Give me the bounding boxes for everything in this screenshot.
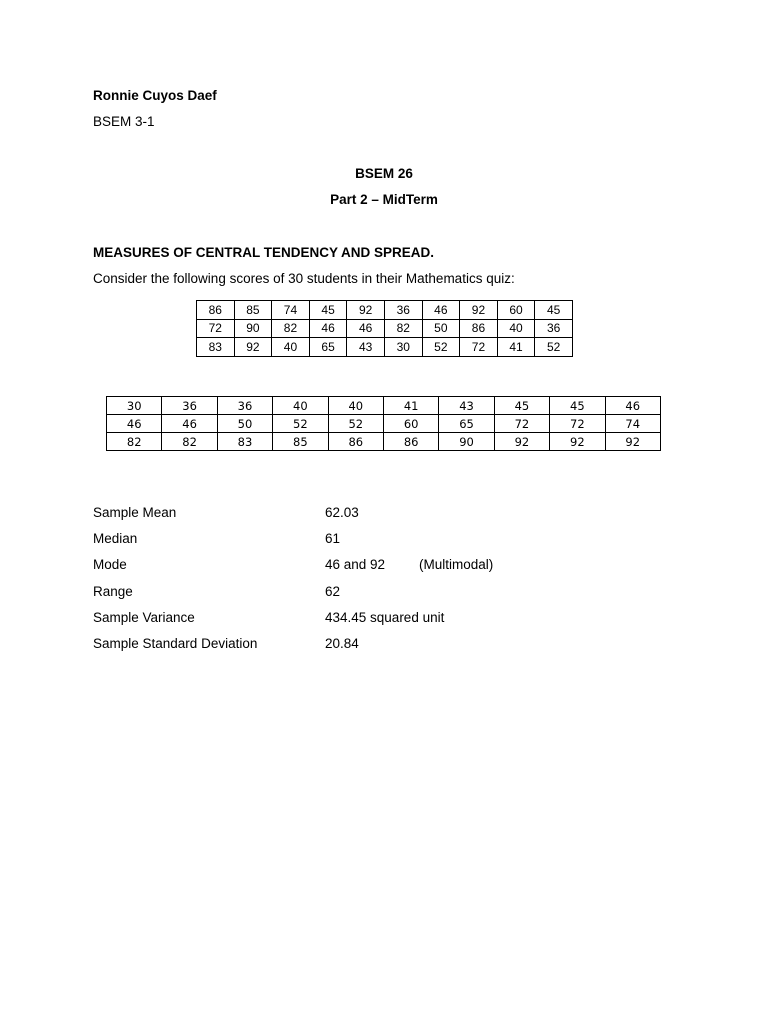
student-section: BSEM 3-1 bbox=[93, 114, 155, 129]
stat-value-std-dev: 20.84 bbox=[325, 636, 359, 651]
raw-score-cell: 45 bbox=[309, 301, 347, 320]
raw-score-cell: 46 bbox=[422, 301, 460, 320]
sorted-score-row bbox=[107, 433, 661, 451]
raw-score-cell: 86 bbox=[197, 301, 235, 320]
raw-score-row bbox=[197, 319, 573, 338]
sorted-score-cell: 60 bbox=[383, 415, 438, 433]
student-name: Ronnie Cuyos Daef bbox=[93, 88, 217, 103]
sorted-score-cell: 45 bbox=[550, 397, 605, 415]
stat-value-median: 61 bbox=[325, 531, 341, 546]
raw-score-cell: 92 bbox=[460, 301, 498, 320]
sorted-score-cell: 83 bbox=[217, 433, 272, 451]
raw-score-cell: 85 bbox=[234, 301, 272, 320]
stat-value-variance: 434.45 squared unit bbox=[325, 610, 445, 625]
raw-score-cell: 82 bbox=[272, 319, 310, 338]
stat-note-mode: (Multimodal) bbox=[419, 557, 494, 572]
sorted-score-cell: 86 bbox=[328, 433, 383, 451]
raw-score-cell: 83 bbox=[197, 338, 235, 357]
raw-score-cell: 40 bbox=[272, 338, 310, 357]
section-heading: MEASURES OF CENTRAL TENDENCY AND SPREAD. bbox=[93, 245, 435, 260]
sorted-score-cell: 46 bbox=[162, 415, 217, 433]
raw-score-cell: 46 bbox=[347, 319, 385, 338]
sorted-score-cell: 82 bbox=[107, 433, 162, 451]
sorted-score-cell: 36 bbox=[162, 397, 217, 415]
raw-score-cell: 46 bbox=[309, 319, 347, 338]
raw-score-cell: 36 bbox=[384, 301, 422, 320]
sorted-score-cell: 30 bbox=[107, 397, 162, 415]
sorted-score-cell: 46 bbox=[107, 415, 162, 433]
raw-score-cell: 82 bbox=[384, 319, 422, 338]
sorted-score-cell: 92 bbox=[550, 433, 605, 451]
sorted-score-cell: 40 bbox=[328, 397, 383, 415]
sorted-score-cell: 43 bbox=[439, 397, 494, 415]
raw-score-row bbox=[197, 301, 573, 320]
sorted-score-cell: 82 bbox=[162, 433, 217, 451]
raw-score-cell: 52 bbox=[535, 338, 573, 357]
raw-score-cell: 52 bbox=[422, 338, 460, 357]
stat-value-mode: 46 and 92 bbox=[325, 557, 386, 572]
sorted-score-row bbox=[107, 397, 661, 415]
raw-score-cell: 74 bbox=[272, 301, 310, 320]
raw-score-cell: 86 bbox=[460, 319, 498, 338]
sorted-score-cell: 45 bbox=[494, 397, 549, 415]
sorted-score-cell: 40 bbox=[273, 397, 328, 415]
raw-score-cell: 30 bbox=[384, 338, 422, 357]
sorted-score-cell: 92 bbox=[605, 433, 660, 451]
raw-score-cell: 45 bbox=[535, 301, 573, 320]
raw-score-cell: 36 bbox=[535, 319, 573, 338]
sorted-score-cell: 46 bbox=[605, 397, 660, 415]
raw-score-cell: 60 bbox=[497, 301, 535, 320]
stat-value-mean: 62.03 bbox=[325, 505, 359, 520]
raw-score-cell: 41 bbox=[497, 338, 535, 357]
stat-label-mode: Mode bbox=[93, 557, 127, 572]
sorted-score-cell: 72 bbox=[494, 415, 549, 433]
stat-label-range: Range bbox=[93, 584, 133, 599]
sorted-score-cell: 52 bbox=[328, 415, 383, 433]
part-title: Part 2 – MidTerm bbox=[330, 192, 438, 207]
raw-score-cell: 92 bbox=[347, 301, 385, 320]
stat-label-std-dev: Sample Standard Deviation bbox=[93, 636, 258, 651]
raw-score-cell: 43 bbox=[347, 338, 385, 357]
sorted-score-row bbox=[107, 415, 661, 433]
raw-score-row bbox=[197, 338, 573, 357]
sorted-score-cell: 85 bbox=[273, 433, 328, 451]
raw-score-cell: 65 bbox=[309, 338, 347, 357]
sorted-score-cell: 52 bbox=[273, 415, 328, 433]
raw-scores-table bbox=[196, 300, 573, 357]
stat-label-mean: Sample Mean bbox=[93, 505, 177, 520]
raw-score-cell: 72 bbox=[460, 338, 498, 357]
raw-score-cell: 92 bbox=[234, 338, 272, 357]
sorted-score-cell: 86 bbox=[383, 433, 438, 451]
sorted-score-cell: 41 bbox=[383, 397, 438, 415]
stat-value-range: 62 bbox=[325, 584, 341, 599]
sorted-score-cell: 50 bbox=[217, 415, 272, 433]
sorted-score-cell: 36 bbox=[217, 397, 272, 415]
course-title: BSEM 26 bbox=[355, 166, 413, 181]
raw-score-cell: 72 bbox=[197, 319, 235, 338]
stat-label-median: Median bbox=[93, 531, 138, 546]
sorted-score-cell: 72 bbox=[550, 415, 605, 433]
raw-score-cell: 50 bbox=[422, 319, 460, 338]
sorted-score-cell: 74 bbox=[605, 415, 660, 433]
sorted-score-cell: 92 bbox=[494, 433, 549, 451]
stat-label-variance: Sample Variance bbox=[93, 610, 195, 625]
raw-score-cell: 40 bbox=[497, 319, 535, 338]
sorted-score-cell: 65 bbox=[439, 415, 494, 433]
raw-score-cell: 90 bbox=[234, 319, 272, 338]
sorted-scores-table bbox=[106, 396, 661, 451]
problem-prompt: Consider the following scores of 30 students in their Mathematics quiz: bbox=[93, 271, 515, 286]
sorted-score-cell: 90 bbox=[439, 433, 494, 451]
